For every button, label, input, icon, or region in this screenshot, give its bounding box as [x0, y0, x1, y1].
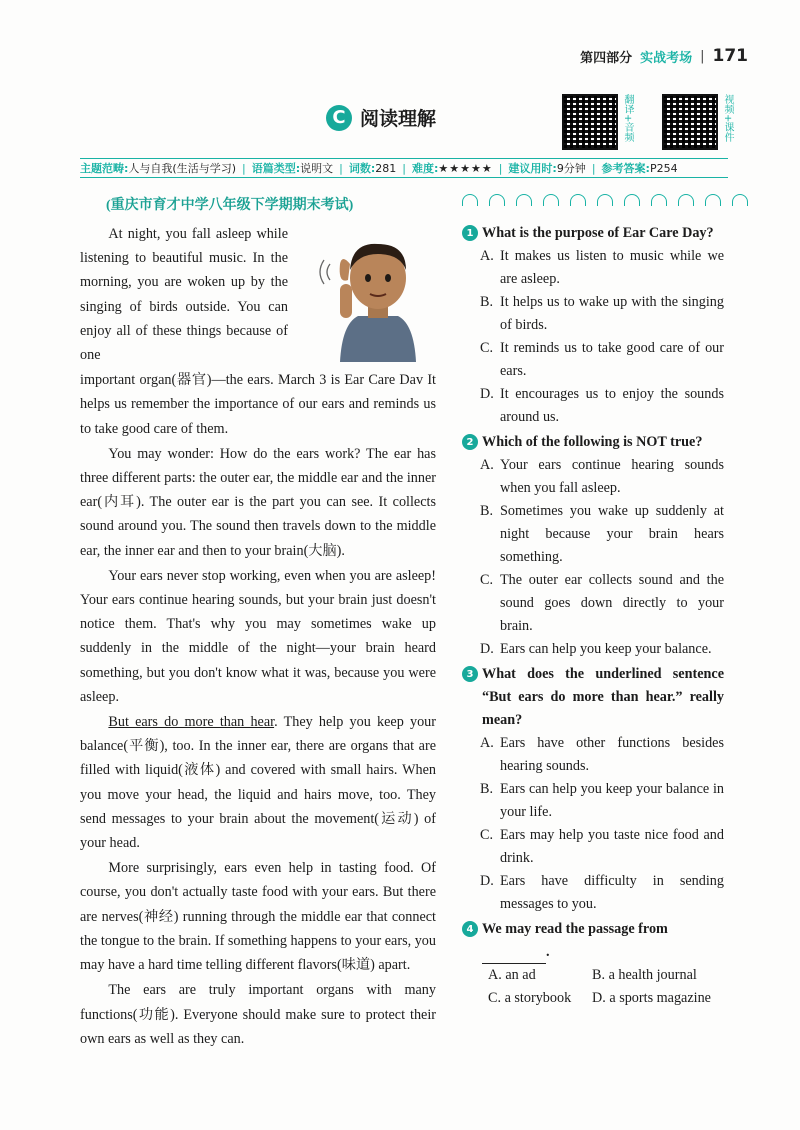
option-b[interactable]: B. Ears can help you keep your balance in your life. [480, 781, 724, 820]
passage-paragraph: You may wonder: How do the ears work? The ear has three different parts: the outer ear, the middle ear and the inner ear(内耳). The outer ear is the part you can see. It collects sound around you. The sound then travels down to the middle ear, the inner ear and then to your brain(大脑). [80, 445, 436, 559]
option-a[interactable]: A. Your ears continue hearing sounds when you fall asleep. [480, 457, 724, 496]
qr-code-icon[interactable] [562, 94, 618, 150]
passage-paragraph: important organ(器官)—the ears. March 3 is Ear Care Dav It helps us remember the importance of our ears and reminds us to take good care of them. [80, 372, 436, 437]
underlined-sentence: But ears do more than hear [108, 714, 275, 731]
question-column [462, 222, 724, 1012]
option-d[interactable]: D. Ears have difficulty in sending messages to you. [480, 873, 724, 912]
qr-code-icon[interactable] [662, 94, 718, 150]
passage-paragraph: At night, you fall asleep while listening to beautiful music. In the morning, you are woken up by the singing of birds outside. You can enjoy all of these things because of one [80, 226, 288, 364]
passage-paragraph: But ears do more than hear. They help you keep your balance(平衡), too. In the inner ear, there are organs that are filled with liquid(液体) and covered with small hairs. When you move your head, the liquid and hairs move, too. They send messages to your brain about the movement(运动) of your head. [80, 714, 436, 852]
section-title [326, 104, 436, 131]
option-b[interactable]: B. a health journal [592, 967, 697, 983]
source-note: (重庆市育才中学八年级下学期期末考试) [106, 198, 354, 213]
question-4: 4 We may read the passage from . A. an ad B. a health journal C. a storybook D. a sports magazine [462, 918, 724, 1010]
part-label: 第四部分 [580, 50, 633, 66]
option-a[interactable]: A. Ears have other functions besides hearing sounds. [480, 735, 724, 774]
qr-label-video: 视频+课件 [722, 94, 733, 143]
question-number-icon: 3 [462, 666, 478, 682]
question-number-icon: 2 [462, 434, 478, 450]
question-2: 2 Which of the following is NOT true? A. Your ears continue hearing sounds when you fall asleep. B. Sometimes you wake up suddenly at night because your brain hears something. C. The outer ear collects sound and the sound goes down directly to your brain. D. Ears can help you keep your balance. [462, 431, 724, 661]
info-bar: 主题范畴:人与自我(生活与学习) | 语篇类型:说明文 | 词数:281 | 难度:★★★★★ | 建议用时:9分钟 | 参考答案:P254 [80, 158, 728, 178]
difficulty-stars: ★★★★★ [438, 162, 493, 175]
qr-label-translation: 翻译+音频 [622, 94, 633, 143]
option-c[interactable]: C. The outer ear collects sound and the sound goes down directly to your brain. [480, 572, 724, 634]
header-separator: | [700, 48, 705, 64]
passage-paragraph: The ears are truly important organs with many functions(功能). Everyone should make sure to protect their own ears as well as they can. [80, 982, 436, 1047]
question-1: 1 What is the purpose of Ear Care Day? A. It makes us listen to music while we are asleep. B. It helps us to wake up with the singing of birds. C. It reminds us to take good care of our ears. D. It encourages us to enjoy the sounds around us. [462, 222, 724, 429]
option-d[interactable]: D. a sports magazine [592, 990, 711, 1006]
running-header [580, 46, 748, 66]
answer-blank[interactable] [482, 949, 546, 964]
question-number-icon: 1 [462, 225, 478, 241]
section-label: 实战考场 [640, 50, 693, 66]
question-3: 3 What does the underlined sentence “But ears do more than hear.” really mean? A. Ears have other functions besides hearing sounds. B. Ears can help you keep your balance in your life. C. Ears may help you taste nice food and drink. D. Ears have difficulty in sending messages to you. [462, 663, 724, 916]
reading-passage [80, 222, 436, 1052]
option-d[interactable]: D. It encourages us to enjoy the sounds around us. [480, 386, 724, 425]
options-grid [488, 964, 724, 1010]
qr-block-translation[interactable] [562, 94, 633, 150]
option-c[interactable]: C. Ears may help you taste nice food and drink. [480, 827, 724, 866]
question-number-icon: 4 [462, 921, 478, 937]
option-b[interactable]: B. It helps us to wake up with the singing of birds. [480, 294, 724, 333]
option-b[interactable]: B. Sometimes you wake up suddenly at night because your brain hears something. [480, 503, 724, 565]
passage-paragraph: More surprisingly, ears even help in tasting food. Of course, you don't actually taste food with your ears. But there are nerves(神经) running through the middle ear that connect the tongue to the brain. If something happens to your ears, you may have a hard time telling different flavors(味道) apart. [80, 860, 436, 974]
option-c[interactable]: C. It reminds us to take good care of our ears. [480, 340, 724, 379]
section-c-icon: C [326, 105, 352, 131]
option-c[interactable]: C. a storybook [488, 990, 572, 1006]
option-d[interactable]: D. Ears can help you keep your balance. [480, 641, 712, 657]
qr-block-video[interactable] [662, 94, 733, 150]
option-a[interactable]: A. It makes us listen to music while we are asleep. [480, 248, 724, 287]
option-a[interactable]: A. an ad [488, 967, 536, 983]
page-number: 171 [712, 46, 748, 66]
decorative-rings [462, 194, 748, 206]
passage-paragraph: Your ears never stop working, even when you are asleep! Your ears continue hearing sounds, but your brain just doesn't notice them. That's why you may sometimes wake up suddenly in the middle of the night—your brain heard something, but you don't know what it was, because you were asleep. [80, 567, 436, 705]
section-title-text: 阅读理解 [360, 108, 437, 130]
